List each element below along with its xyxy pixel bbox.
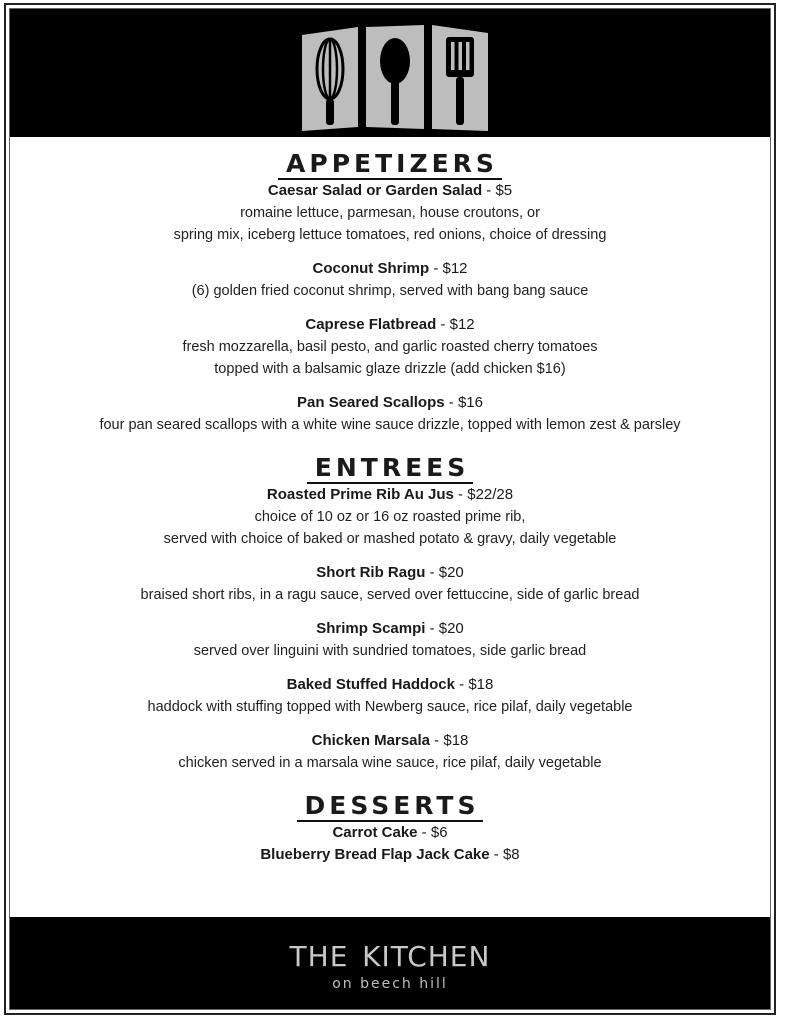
item-price: - $18	[455, 676, 494, 693]
item-description: served over linguini with sundried tomatoes, side garlic bread	[193, 643, 587, 659]
entrees-section	[10, 454, 770, 774]
header-banner	[10, 9, 770, 137]
menu-item	[10, 844, 770, 866]
item-price: - $20	[425, 620, 464, 637]
spoon-icon	[366, 25, 424, 129]
item-price: - $20	[425, 564, 464, 581]
item-description: topped with a balsamic glaze drizzle (add chicken $16)	[214, 361, 566, 377]
footer-banner	[10, 917, 770, 1009]
item-description: haddock with stuffing topped with Newberg sauce, rice pilaf, daily vegetable	[147, 699, 633, 715]
item-price: - $5	[482, 182, 513, 199]
item-price: - $18	[430, 732, 469, 749]
entrees-heading: ENTREES	[307, 454, 473, 484]
brand-name: the kitchen	[289, 930, 491, 976]
item-name: Roasted Prime Rib Au Jus	[266, 486, 454, 503]
item-price: - $6	[417, 824, 448, 841]
item-description: chicken served in a marsala wine sauce, rice pilaf, daily vegetable	[178, 755, 602, 771]
menu-item	[10, 484, 770, 550]
spatula-icon	[432, 25, 488, 131]
item-price: - $8	[489, 846, 520, 863]
item-description: spring mix, iceberg lettuce tomatoes, red onions, choice of dressing	[173, 227, 607, 243]
item-name: Carrot Cake	[332, 824, 418, 841]
item-description: four pan seared scallops with a white wine sauce drizzle, topped with lemon zest & parsley	[99, 417, 681, 433]
menu-item	[10, 730, 770, 774]
appetizers-heading: APPETIZERS	[278, 150, 502, 180]
menu-item	[10, 180, 770, 246]
menu-item	[10, 562, 770, 606]
item-description: choice of 10 oz or 16 oz roasted prime rib,	[254, 509, 526, 525]
item-description: braised short ribs, in a ragu sauce, served over fettuccine, side of garlic bread	[140, 587, 640, 603]
menu-item	[10, 392, 770, 436]
appetizers-section	[10, 150, 770, 436]
brand-tagline: on beech hill	[332, 976, 448, 992]
whisk-icon	[302, 27, 358, 131]
item-name: Shrimp Scampi	[316, 620, 426, 637]
utensils-logo	[298, 19, 492, 131]
item-description: (6) golden fried coconut shrimp, served with bang bang sauce	[191, 283, 589, 299]
item-name: Baked Stuffed Haddock	[286, 676, 455, 693]
menu-page	[4, 3, 776, 1015]
desserts-heading: DESSERTS	[297, 792, 484, 822]
item-name: Pan Seared Scallops	[297, 394, 445, 411]
item-name: Chicken Marsala	[311, 732, 431, 749]
menu-item	[10, 618, 770, 662]
item-price: - $22/28	[453, 486, 514, 503]
item-name: Caesar Salad or Garden Salad	[267, 182, 483, 199]
item-price: - $12	[436, 316, 475, 333]
item-name: Caprese Flatbread	[305, 316, 437, 333]
item-name: Coconut Shrimp	[312, 260, 430, 277]
menu-content	[10, 137, 770, 866]
item-description: served with choice of baked or mashed potato & gravy, daily vegetable	[163, 531, 617, 547]
menu-item	[10, 822, 770, 844]
menu-item	[10, 674, 770, 718]
item-name: Blueberry Bread Flap Jack Cake	[260, 846, 490, 863]
item-name: Short Rib Ragu	[316, 564, 426, 581]
menu-border	[9, 8, 771, 1010]
desserts-section	[10, 792, 770, 866]
item-description: fresh mozzarella, basil pesto, and garlic roasted cherry tomatoes	[182, 339, 598, 355]
item-price: - $16	[444, 394, 483, 411]
menu-item	[10, 314, 770, 380]
menu-item	[10, 258, 770, 302]
item-price: - $12	[429, 260, 468, 277]
item-description: romaine lettuce, parmesan, house croutons, or	[240, 205, 540, 221]
